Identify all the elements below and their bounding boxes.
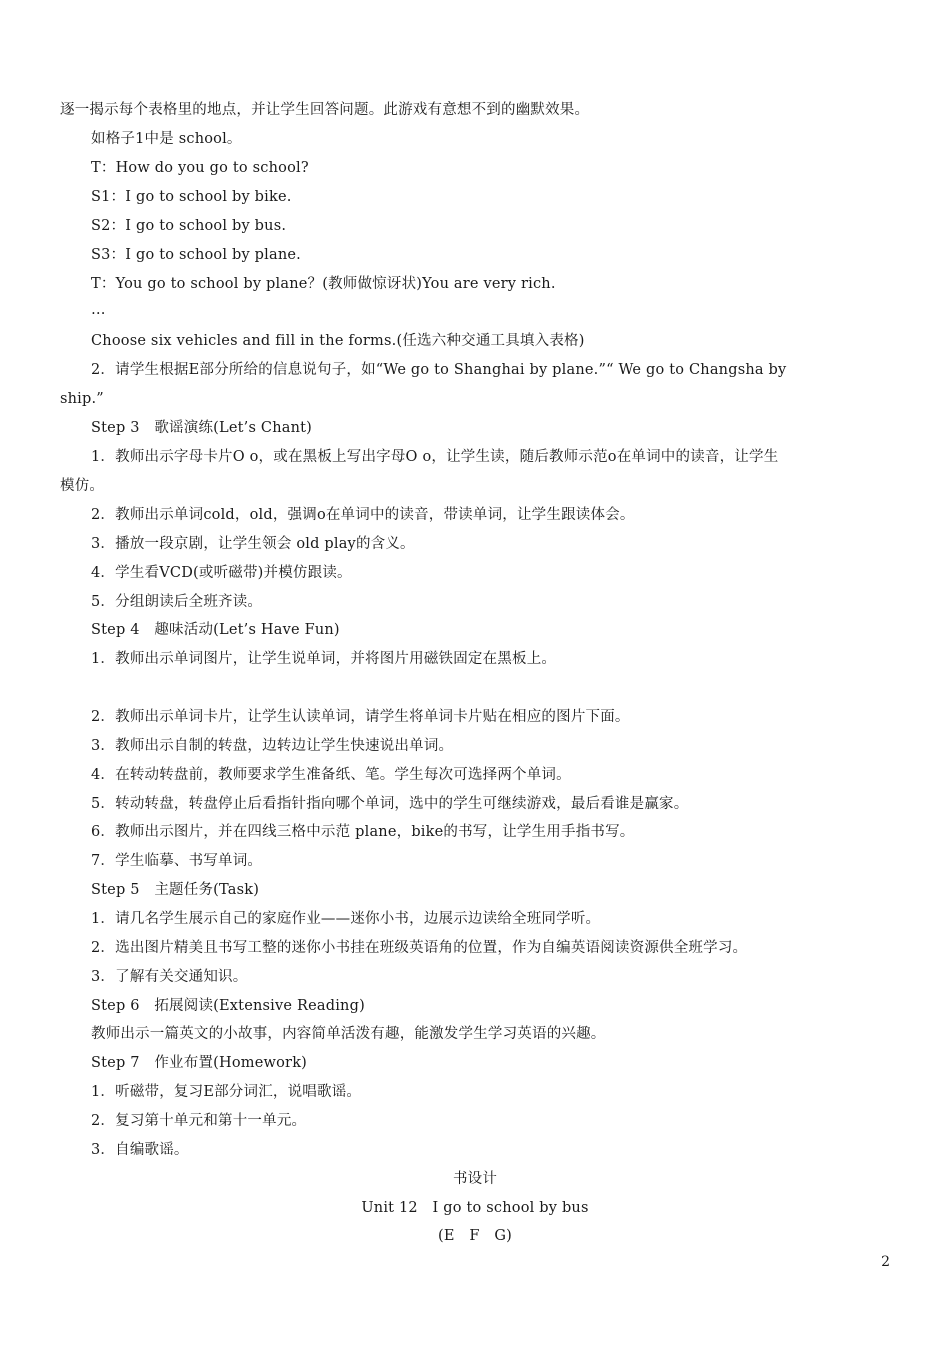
text-line: 5．转动转盘，转盘停止后看指针指向哪个单词，选中的学生可继续游戏，最后看谁是赢家。 <box>91 796 689 812</box>
board-parts: (E F G) <box>438 1228 512 1244</box>
text-line: 1．教师出示单词图片，让学生说单词，并将图片用磁铁固定在黑板上。 <box>91 651 557 667</box>
text-line: 4．在转动转盘前，教师要求学生准备纸、笔。学生每次可选择两个单词。 <box>91 767 571 783</box>
text-line: 3．播放一段京剧，让学生领会 old play的含义。 <box>91 536 415 552</box>
text-line: 6．教师出示图片，并在四线三格中示范 plane，bike的书写，让学生用手指书写。 <box>91 824 635 840</box>
text-line: 逐一揭示每个表格里的地点，并让学生回答问题。此游戏有意想不到的幽默效果。 <box>60 102 590 118</box>
board-heading: 书设计 <box>452 1171 498 1187</box>
text-line: Choose six vehicles and fill in the forms.(任选六种交通工具填入表格) <box>91 333 585 349</box>
text-line: 5．分组朗读后全班齐读。 <box>91 594 263 610</box>
text-line: 3．教师出示自制的转盘，边转边让学生快速说出单词。 <box>91 738 454 754</box>
step-heading: Step 3 歌谣演练(Let’s Chant) <box>91 420 313 436</box>
text-line: 3．了解有关交通知识。 <box>91 969 248 985</box>
text-line: S3：I go to school by plane. <box>91 247 301 263</box>
text-line: 2．教师出示单词cold，old，强调o在单词中的读音，带读单词，让学生跟读体会。 <box>91 507 635 523</box>
board-title: Unit 12 I go to school by bus <box>361 1200 589 1216</box>
text-line: S1：I go to school by bike. <box>91 189 292 205</box>
text-line: 模仿。 <box>60 478 105 494</box>
text-line: S2：I go to school by bus. <box>91 218 287 234</box>
text-line: 教师出示一篇英文的小故事，内容简单活泼有趣，能激发学生学习英语的兴趣。 <box>91 1026 606 1042</box>
step-heading: Step 4 趣味活动(Let’s Have Fun) <box>91 622 340 638</box>
text-line: 3．自编歌谣。 <box>91 1142 189 1158</box>
text-line: 4．学生看VCD(或听磁带)并模仿跟读。 <box>91 565 352 581</box>
text-line: 2．复习第十单元和第十一单元。 <box>91 1113 307 1129</box>
page-number: 2 <box>881 1254 890 1270</box>
ellipsis-line: … <box>91 302 106 318</box>
text-line: 1．请几名学生展示自己的家庭作业——迷你小书，边展示边读给全班同学听。 <box>91 911 601 927</box>
text-line: 1．教师出示字母卡片O o，或在黑板上写出字母O o，让学生读，随后教师示范o在单词中的读音，让学生 <box>91 449 779 465</box>
text-line: 2．请学生根据E部分所给的信息说句子，如“We go to Shanghai by plane.”“ We go to Changsha by <box>91 362 787 378</box>
text-line: 2．教师出示单词卡片，让学生认读单词，请学生将单词卡片贴在相应的图片下面。 <box>91 709 630 725</box>
text-line: 2．选出图片精美且书写工整的迷你小书挂在班级英语角的位置，作为自编英语阅读资源供全班学习。 <box>91 940 748 956</box>
text-line: 如格子1中是 school。 <box>91 131 242 147</box>
step-heading: Step 5 主题任务(Task) <box>91 882 260 898</box>
step-heading: Step 7 作业布置(Homework) <box>91 1055 308 1071</box>
step-heading: Step 6 拓展阅读(Extensive Reading) <box>91 998 365 1014</box>
text-line: ship.” <box>60 391 104 407</box>
text-line: 1．听磁带，复习E部分词汇，说唱歌谣。 <box>91 1084 362 1100</box>
text-line: T：How do you go to school? <box>91 160 309 176</box>
text-line: 7．学生临摹、书写单词。 <box>91 853 263 869</box>
text-line: T：You go to school by plane？(教师做惊讶状)You are very rich. <box>91 276 556 292</box>
